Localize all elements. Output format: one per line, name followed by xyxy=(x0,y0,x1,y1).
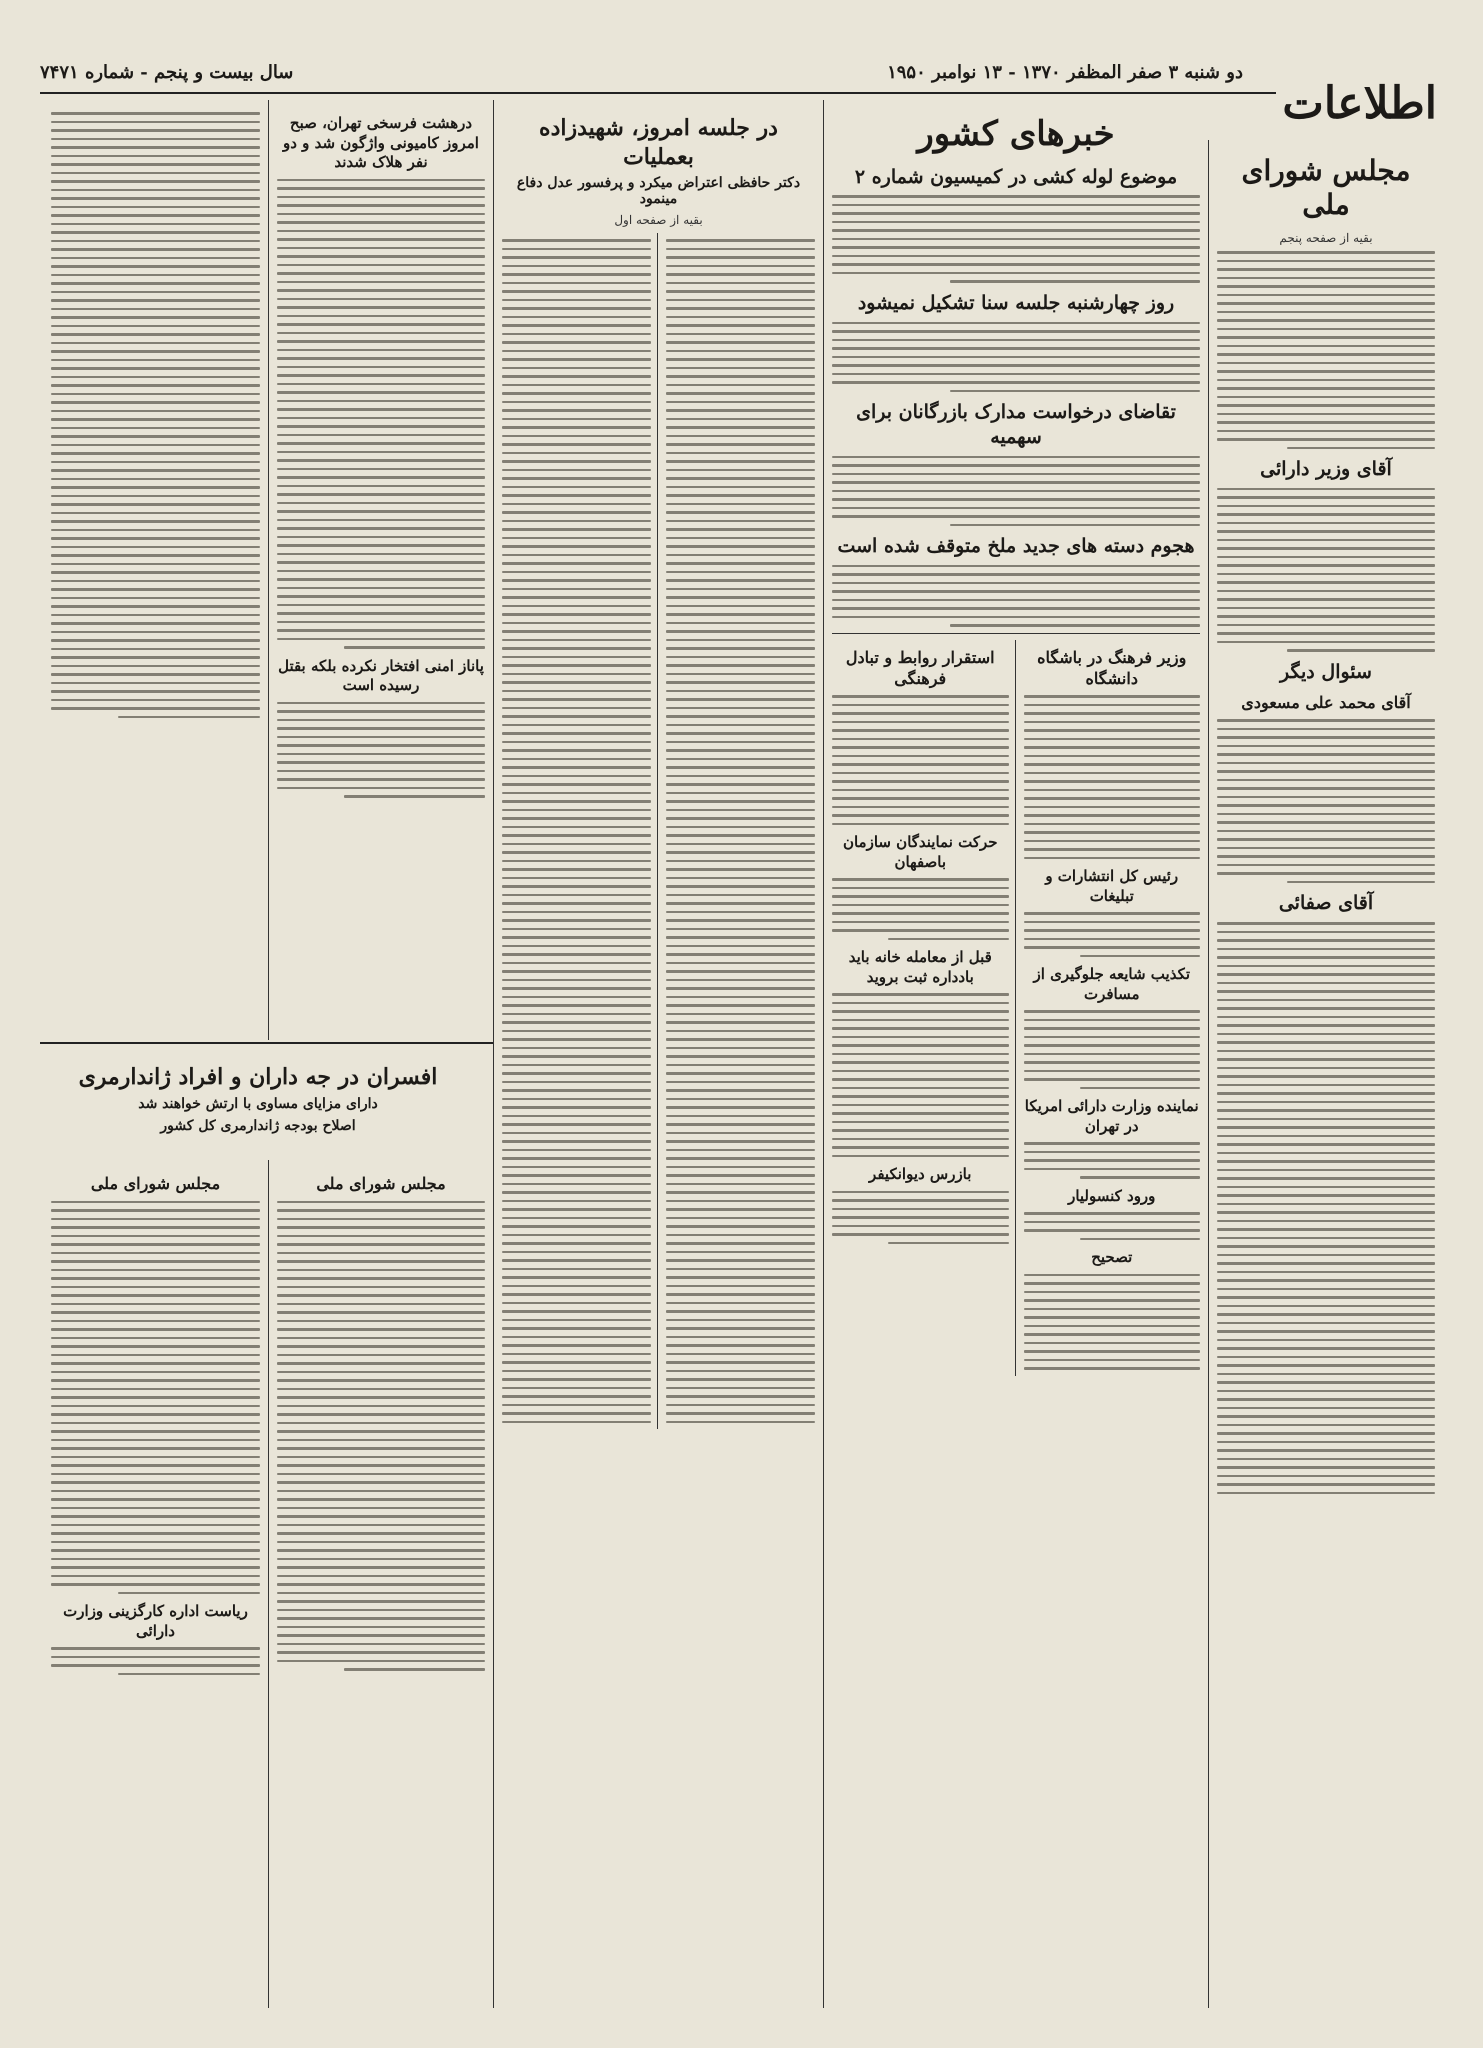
article-text xyxy=(51,1201,260,1595)
date-line: دو شنبه ۳ صفر المظفر ۱۳۷۰ - ۱۳ نوامبر ۱۹۵۰ xyxy=(887,61,1243,83)
column-session xyxy=(493,100,823,2008)
article-text xyxy=(277,702,485,798)
article-text xyxy=(1217,488,1435,652)
headline-pipeline: موضوع لوله کشی در کمیسیون شماره ۲ xyxy=(854,165,1178,188)
headline-merchants: تقاضای درخواست مدارک بازرگانان برای سهمیه xyxy=(856,401,1176,448)
gendarmerie-budget: اصلاح بودجه ژاندارمری کل کشور xyxy=(160,1117,356,1134)
accident-headline: درهشت فرسخی تهران، صبح امروز کامیونی واژگون شد و دو نفر هلاک شدند xyxy=(283,114,479,171)
column-accident xyxy=(268,100,493,1040)
subhead-masoudi: آقای محمد علی مسعودی xyxy=(1241,692,1411,712)
personnel-office-headline: ریاست اداره کارگزینی وزارت دارائی xyxy=(63,1602,248,1640)
subhead-safaei: آقای صفائی xyxy=(1278,892,1374,915)
lower-column-b xyxy=(43,1160,268,2008)
session-subtitle: دکتر حافظی اعتراض میکرد و پرفسور عدل دفاع مینمود xyxy=(516,175,801,208)
article-text xyxy=(1024,1010,1201,1089)
lower-b-title: مجلس شورای ملی xyxy=(90,1174,221,1193)
continuation-note: بقیه از صفحه اول xyxy=(614,213,703,228)
article-text xyxy=(832,565,1200,627)
article-text xyxy=(832,1191,1009,1245)
article-text xyxy=(1024,695,1201,859)
article-text xyxy=(666,233,815,1429)
section-divider xyxy=(40,1042,493,1044)
article-text xyxy=(832,322,1200,393)
issue-line: سال بیست و پنجم - شماره ۷۴۷۱ xyxy=(40,61,294,83)
article-text xyxy=(1024,1142,1201,1179)
article-text xyxy=(1024,1212,1201,1240)
lower-column-a xyxy=(268,1160,493,2008)
article-text xyxy=(832,195,1200,283)
subhead-another-question: سئوال دیگر xyxy=(1280,660,1372,683)
article-text xyxy=(502,233,658,1429)
panaz-headline: پاناز امنی افتخار نکرده بلکه بقتل رسیده است xyxy=(278,656,484,694)
continuation-note: بقیه از صفحه پنجم xyxy=(1279,231,1373,246)
headline-publications: رئیس کل انتشارات و تبلیغات xyxy=(1045,867,1179,905)
column-continued xyxy=(43,100,268,1040)
headline-cultural-exchange: استقرار روابط و تبادل فرهنگی xyxy=(845,647,995,688)
newspaper-logo: اطلاعات xyxy=(1276,78,1443,129)
headline-us-treasury: نماینده وزارت دارائی امریکا در تهران xyxy=(1024,1097,1199,1135)
article-text xyxy=(1024,1274,1201,1370)
headline-senate: روز چهارشنبه جلسه سنا تشکیل نمیشود xyxy=(857,291,1175,314)
article-text xyxy=(1217,922,1435,1494)
country-news-title: خبرهای کشور xyxy=(917,114,1115,154)
gendarmerie-subheadline: دارای مزایای مساوی با ارتش خواهند شد xyxy=(138,1095,378,1112)
headline-correction: تصحیح xyxy=(1091,1248,1133,1267)
column-country-news xyxy=(823,100,1208,2008)
majlis-title: مجلس شورای ملی xyxy=(1241,154,1411,221)
headline-inspector: بازرس دیوانکیفر xyxy=(869,1165,972,1184)
article-text xyxy=(277,179,485,649)
article-text xyxy=(277,1201,485,1671)
headline-education-minister: وزیر فرهنگ در باشگاه دانشگاه xyxy=(1037,647,1187,688)
article-text xyxy=(51,1647,260,1675)
article-text xyxy=(832,695,1009,825)
article-text xyxy=(832,456,1200,527)
headline-isfahan: حرکت نمایندگان سازمان باصفهان xyxy=(842,833,998,871)
session-title: در جلسه امروز، شهیدزاده بعملیات xyxy=(539,115,778,170)
gendarmerie-header xyxy=(43,1055,473,1140)
headline-consul: ورود کنسولیار xyxy=(1068,1186,1156,1205)
article-text xyxy=(832,993,1009,1157)
article-text xyxy=(1024,912,1201,957)
lower-a-title: مجلس شورای ملی xyxy=(316,1174,446,1193)
article-text xyxy=(1217,251,1435,449)
column-majlis xyxy=(1208,140,1443,2008)
gendarmerie-headline: افسران در جه داران و افراد ژاندارمری xyxy=(78,1064,438,1090)
masthead xyxy=(40,52,1443,94)
subhead-finance-minister: آقای وزیر دارائی xyxy=(1260,458,1392,481)
headline-locusts: هجوم دسته های جدید ملخ متوقف شده است xyxy=(837,535,1195,558)
article-text xyxy=(832,878,1009,940)
article-text xyxy=(1217,719,1435,883)
headline-house-sale: قبل از معامله خانه باید بادداره ثبت بروید xyxy=(848,948,992,986)
headline-travel-rumor: تکذیب شایعه جلوگیری از مسافرت xyxy=(1033,965,1191,1003)
article-text xyxy=(51,112,260,718)
